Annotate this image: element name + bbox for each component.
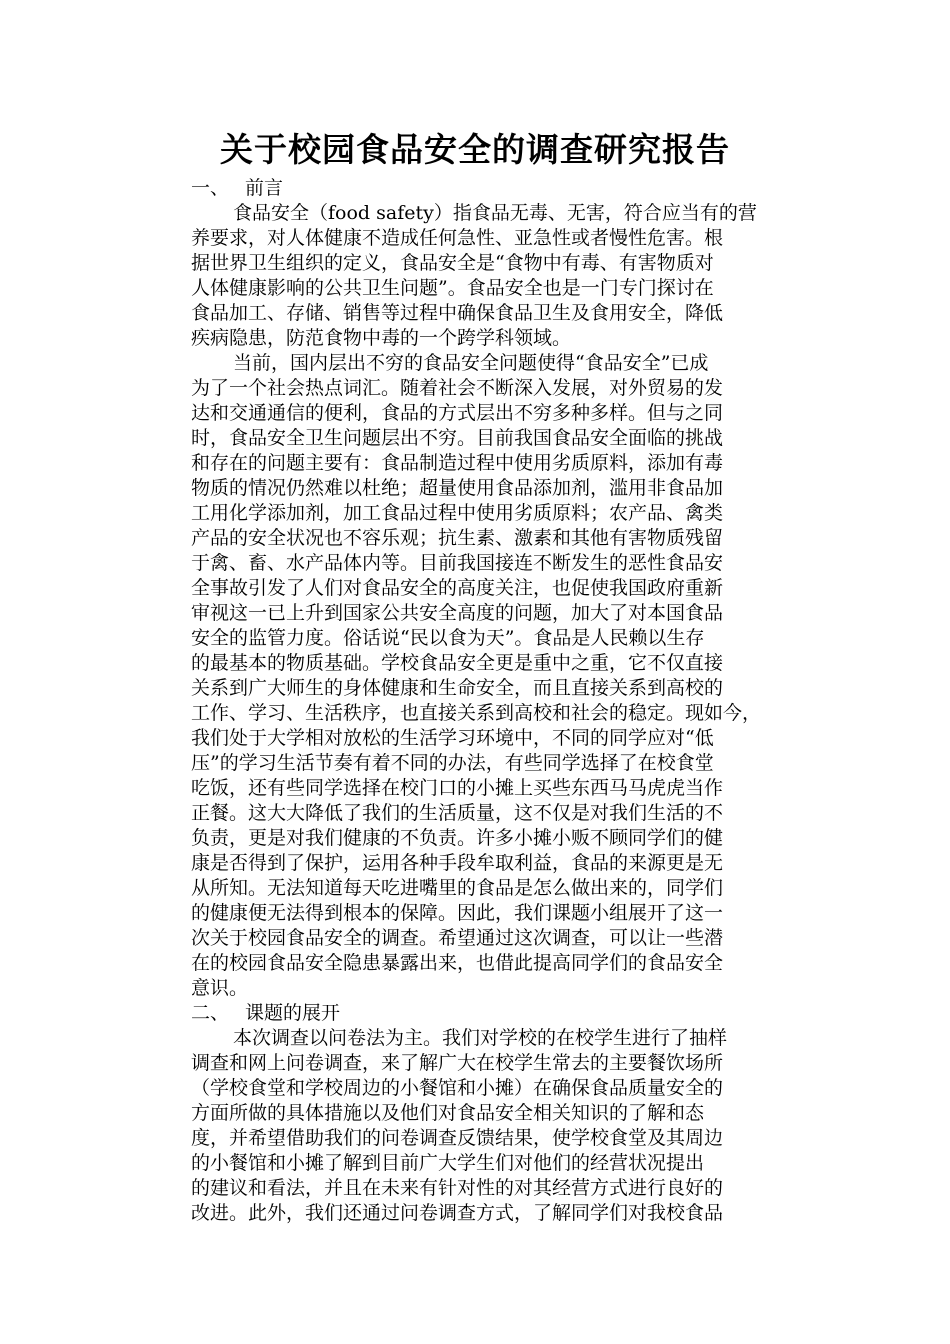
text-line: 负责，更是对我们健康的不负责。许多小摊小贩不顾同学们的健 bbox=[191, 827, 724, 849]
text-line: 意识。 bbox=[191, 977, 249, 999]
text-line: 工用化学添加剂，加工食品过程中使用劣质原料；农产品、禽类 bbox=[191, 502, 724, 524]
text-line: 的小餐馆和小摊了解到目前广大学生们对他们的经营状况提出 bbox=[191, 1152, 705, 1174]
section-number: 一、 bbox=[191, 177, 230, 199]
text-line: 食品安全（food safety）指食品无毒、无害，符合应当有的营 bbox=[233, 202, 757, 224]
text-line: 审视这一已上升到国家公共安全高度的问题，加大了对本国食品 bbox=[191, 602, 724, 624]
text-line: 时，食品安全卫生问题层出不穷。目前我国食品安全面临的挑战 bbox=[191, 427, 724, 449]
text-line: 吃饭，还有些同学选择在校门口的小摊上买些东西马马虎虎当作 bbox=[191, 777, 724, 799]
text-line: 度，并希望借助我们的问卷调查反馈结果，使学校食堂及其周边 bbox=[191, 1127, 724, 1149]
document-title: 关于校园食品安全的调查研究报告 bbox=[220, 130, 730, 169]
text-line: 和存在的问题主要有：食品制造过程中使用劣质原料，添加有毒 bbox=[191, 452, 724, 474]
text-line: 据世界卫生组织的定义，食品安全是“食物中有毒、有害物质对 bbox=[191, 252, 714, 274]
text-line: 压”的学习生活节奏有着不同的办法，有些同学选择了在校食堂 bbox=[191, 752, 714, 774]
paragraph bbox=[191, 201, 823, 351]
text-line: 的最基本的物质基础。学校食品安全更是重中之重，它不仅直接 bbox=[191, 652, 724, 674]
text-line: 本次调查以问卷法为主。我们对学校的在校学生进行了抽样 bbox=[233, 1027, 728, 1049]
document-body bbox=[191, 176, 823, 1226]
text-line: 次关于校园食品安全的调查。希望通过这次调查，可以让一些潜 bbox=[191, 927, 724, 949]
section-heading-text: 课题的展开 bbox=[245, 1002, 341, 1024]
paragraph bbox=[191, 1026, 823, 1226]
text-line: 的建议和看法，并且在未来有针对性的对其经营方式进行良好的 bbox=[191, 1177, 724, 1199]
text-line: 于禽、畜、水产品体内等。目前我国接连不断发生的恶性食品安 bbox=[191, 552, 724, 574]
text-line: 工作、学习、生活秩序，也直接关系到高校和社会的稳定。现如今， bbox=[191, 702, 762, 724]
text-line: 食品加工、存储、销售等过程中确保食品卫生及食用安全，降低 bbox=[191, 302, 724, 324]
text-line: 的健康便无法得到根本的保障。因此，我们课题小组展开了这一 bbox=[191, 902, 724, 924]
text-line: 改进。此外，我们还通过问卷调查方式，了解同学们对我校食品 bbox=[191, 1202, 724, 1224]
text-line: 疾病隐患，防范食物中毒的一个跨学科领域。 bbox=[191, 327, 572, 349]
text-line: 人体健康影响的公共卫生问题”。食品安全也是一门专门探讨在 bbox=[191, 277, 714, 299]
section-number: 二、 bbox=[191, 1002, 230, 1024]
text-line: 康是否得到了保护，运用各种手段牟取利益，食品的来源更是无 bbox=[191, 852, 724, 874]
text-line: 在的校园食品安全隐患暴露出来，也借此提高同学们的食品安全 bbox=[191, 952, 724, 974]
text-line: 物质的情况仍然难以杜绝；超量使用食品添加剂，滥用非食品加 bbox=[191, 477, 724, 499]
paragraph bbox=[191, 351, 823, 1001]
text-line: 产品的安全状况也不容乐观；抗生素、激素和其他有害物质残留 bbox=[191, 527, 724, 549]
text-line: （学校食堂和学校周边的小餐馆和小摊）在确保食品质量安全的 bbox=[191, 1077, 724, 1099]
text-line: 我们处于大学相对放松的生活学习环境中，不同的同学应对“低 bbox=[191, 727, 714, 749]
text-line: 为了一个社会热点词汇。随着社会不断深入发展，对外贸易的发 bbox=[191, 377, 724, 399]
text-line: 从所知。无法知道每天吃进嘴里的食品是怎么做出来的，同学们 bbox=[191, 877, 724, 899]
text-line: 当前，国内层出不穷的食品安全问题使得“食品安全”已成 bbox=[233, 352, 709, 374]
text-line: 正餐。这大大降低了我们的生活质量，这不仅是对我们生活的不 bbox=[191, 802, 724, 824]
text-line: 全事故引发了人们对食品安全的高度关注，也促使我国政府重新 bbox=[191, 577, 724, 599]
text-line: 关系到广大师生的身体健康和生命安全，而且直接关系到高校的 bbox=[191, 677, 724, 699]
text-line: 调查和网上问卷调查，来了解广大在校学生常去的主要餐饮场所 bbox=[191, 1052, 724, 1074]
text-line: 方面所做的具体措施以及他们对食品安全相关知识的了解和态 bbox=[191, 1102, 705, 1124]
text-line: 养要求，对人体健康不造成任何急性、亚急性或者慢性危害。根 bbox=[191, 227, 724, 249]
text-line: 安全的监管力度。俗话说“民以食为天”。食品是人民赖以生存 bbox=[191, 627, 705, 649]
section-heading bbox=[191, 176, 823, 201]
section-heading-text: 前言 bbox=[245, 177, 284, 199]
section-heading bbox=[191, 1001, 823, 1026]
text-line: 达和交通通信的便利，食品的方式层出不穷多种多样。但与之同 bbox=[191, 402, 724, 424]
